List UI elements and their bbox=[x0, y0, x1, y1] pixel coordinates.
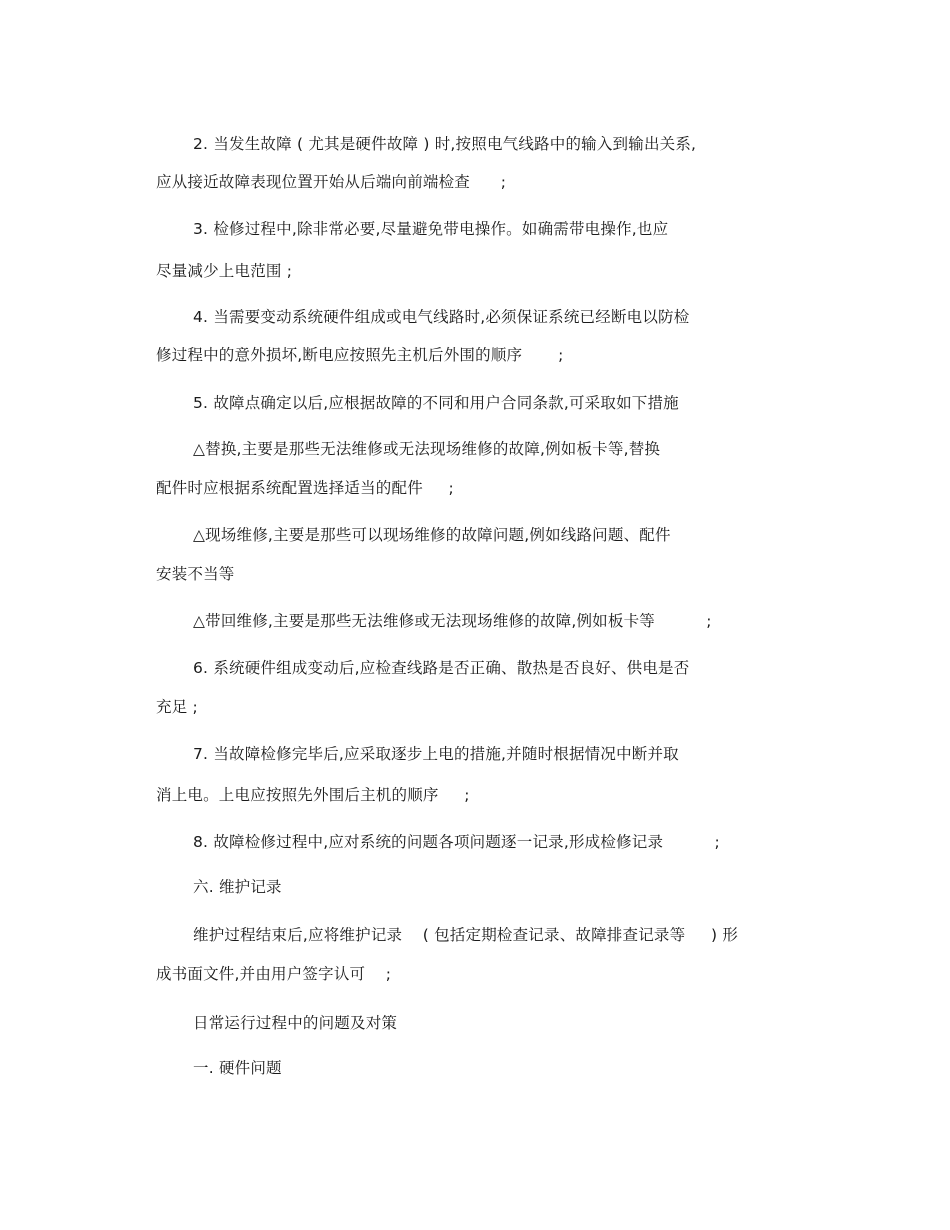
text-line: 安装不当等 bbox=[156, 565, 235, 583]
text-line: 7. 当故障检修完毕后,应采取逐步上电的措施,并随时根据情况中断并取 bbox=[193, 745, 679, 763]
text-line: 5. 故障点确定以后,应根据故障的不同和用户合同条款,可采取如下措施 bbox=[193, 394, 679, 412]
section-heading: 一. 硬件问题 bbox=[193, 1059, 282, 1077]
text-line: △带回维修,主要是那些无法维修或无法现场维修的故障,例如板卡等 ; bbox=[193, 612, 712, 630]
text-line: 充足 ; bbox=[156, 698, 198, 716]
text-line: 修过程中的意外损坏,断电应按照先主机后外围的顺序 ; bbox=[156, 346, 564, 364]
text-line: 尽量减少上电范围 ; bbox=[156, 262, 293, 280]
text-line: 维护过程结束后,应将维护记录 ( 包括定期检查记录、故障排查记录等 ) 形 bbox=[193, 926, 739, 944]
text-line: 2. 当发生故障 ( 尤其是硬件故障 ) 时,按照电气线路中的输入到输出关系, bbox=[193, 135, 697, 153]
text-line: 6. 系统硬件组成变动后,应检查线路是否正确、散热是否良好、供电是否 bbox=[193, 659, 690, 677]
text-line: △替换,主要是那些无法维修或无法现场维修的故障,例如板卡等,替换 bbox=[193, 440, 661, 458]
section-heading: 日常运行过程中的问题及对策 bbox=[193, 1014, 398, 1032]
text-line: 3. 检修过程中,除非常必要,尽量避免带电操作。如确需带电操作,也应 bbox=[193, 220, 669, 238]
text-line: 应从接近故障表现位置开始从后端向前端检查 ; bbox=[156, 173, 507, 191]
text-line: 消上电。上电应按照先外围后主机的顺序 ; bbox=[156, 786, 470, 804]
section-heading: 六. 维护记录 bbox=[193, 878, 282, 896]
text-line: 8. 故障检修过程中,应对系统的问题各项问题逐一记录,形成检修记录 ; bbox=[193, 833, 720, 851]
text-line: △现场维修,主要是那些可以现场维修的故障问题,例如线路问题、配件 bbox=[193, 526, 671, 544]
text-line: 配件时应根据系统配置选择适当的配件 ; bbox=[156, 479, 454, 497]
text-line: 成书面文件,并由用户签字认可 ; bbox=[156, 965, 392, 983]
text-line: 4. 当需要变动系统硬件组成或电气线路时,必须保证系统已经断电以防检 bbox=[193, 308, 690, 326]
